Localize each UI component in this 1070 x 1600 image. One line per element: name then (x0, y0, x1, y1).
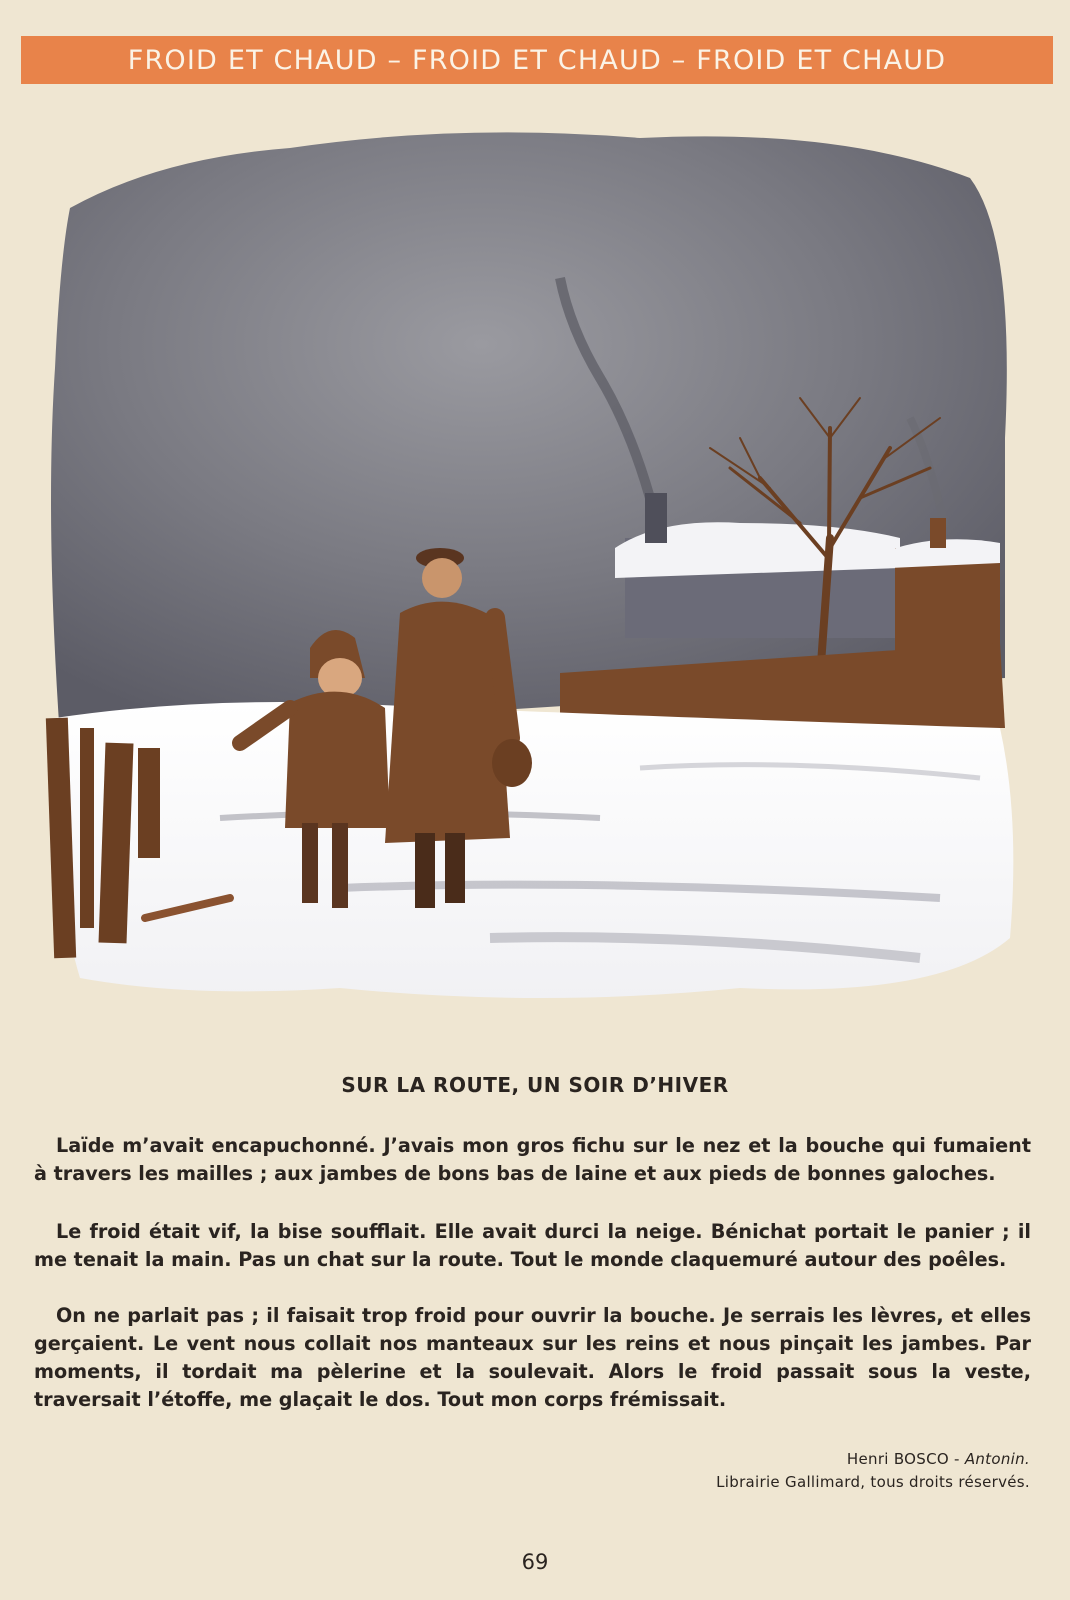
credit-work: Antonin. (964, 1450, 1030, 1468)
winter-road-illustration (40, 118, 1030, 1028)
paragraph-3: On ne parlait pas ; il faisait trop froid pour ouvrir la bouche. Je serrais les lèvres, et elles gerçaient. Le vent nous collait nos manteaux sur les reins et nous pinçait les jambes. Par moments, il tordait ma pèlerine et la soulevait. Alors le froid passait sous la veste, traversait l’étoffe, me glaçait le dos. Tout mon corps frémissait. (34, 1304, 1031, 1411)
banner-text: FROID ET CHAUD – FROID ET CHAUD – FROID ET CHAUD (127, 44, 947, 76)
credit-author: Henri BOSCO - (846, 1450, 965, 1468)
page-number: 69 (521, 1550, 549, 1574)
paragraph-1: Laïde m’avait encapuchonné. J’avais mon gros fichu sur le nez et la bouche qui fumaient à travers les mailles ; aux jambes de bons bas de laine et aux pieds de bonnes galoches. (34, 1134, 1031, 1185)
article-title: SUR LA ROUTE, UN SOIR D’HIVER (341, 1073, 729, 1097)
sky (51, 132, 1007, 738)
credit-author-line (847, 1450, 1030, 1468)
credit-publisher: Librairie Gallimard, tous droits réservés. (716, 1473, 1030, 1491)
section-banner (21, 36, 1053, 84)
paragraph-2: Le froid était vif, la bise soufflait. Elle avait durci la neige. Bénichat portait le panier ; il me tenait la main. Pas un chat sur la route. Tout le monde claquemuré autour des poêles. (34, 1220, 1031, 1271)
